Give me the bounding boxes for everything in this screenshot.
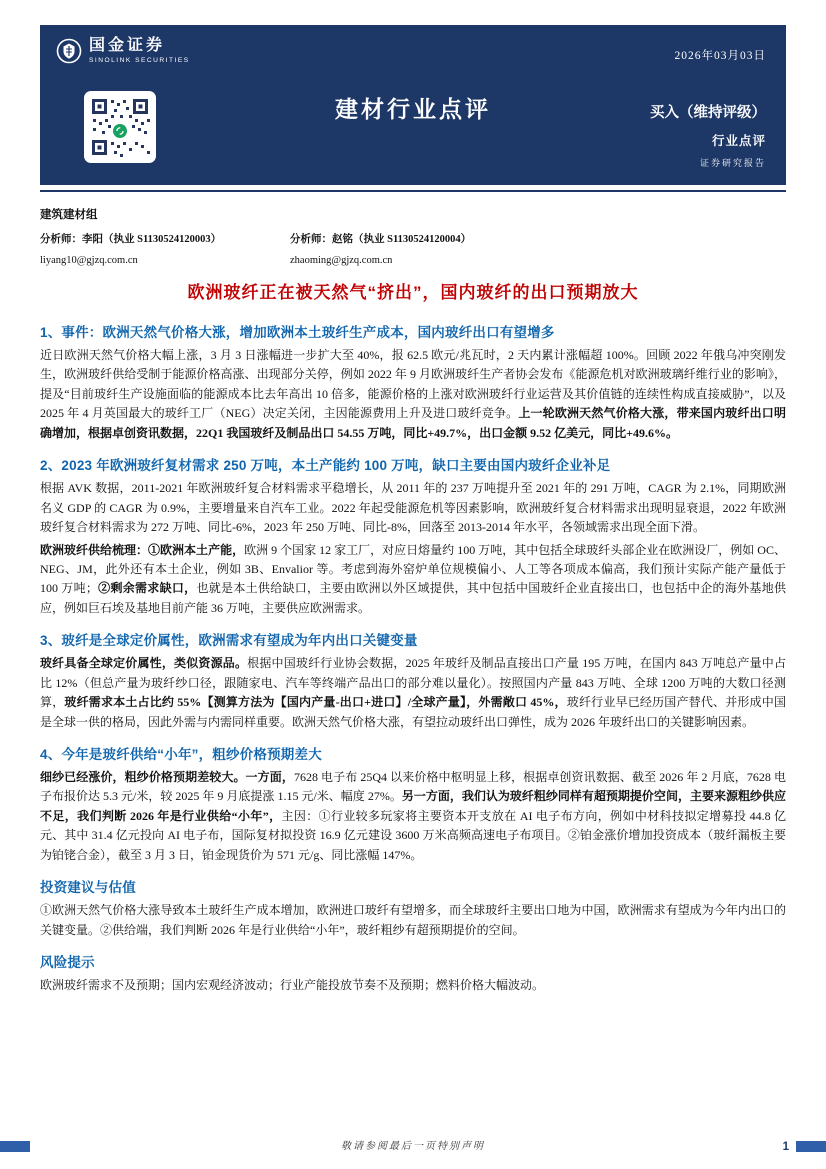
section-heading: 1、事件：欧洲天然气价格大涨，增加欧洲本土玻纤生产成本，国内玻纤出口有望增多: [40, 325, 555, 340]
body-text: 主因：①行业较多玩家将主要资本开支放在 AI 电子布方向，例如中材科技拟定增募投 44.8 亿元、其中 31.4 亿元投向 AI 电子布，国际复材拟投资 16.9 亿元建设 3600 万米高频高速电子布项目。②铂金涨价增加投资成本（玻纤漏板主要为铂铑合金），截至 3 月 3 日，铂金现货价为 571 元/g、同比涨幅 147%。: [40, 808, 786, 862]
body-text: 根据 AVK 数据，2011-2021 年欧洲玻纤复合材料需求平稳增长，从 2011 年的 237 万吨提升至 2021 年的 291 万吨，CAGR 为 2.1%，同期欧洲名义 GDP 的 CAGR 为 0.9%，主要增量来自汽车工业。2022 年起受能源危机等因素影响，欧洲玻纤复合材料需求出现明显衰退，2022 年欧洲玻纤复合材料需求为 272 万吨、同比-6%，2023 年 250 万吨、同比-8%，回落至 2013-2014 年水平，各领域需求出现全面下滑。: [40, 481, 786, 535]
footer-accent-bar-right: [796, 1141, 826, 1152]
report-date: 2026年03月03日: [674, 50, 766, 62]
analyst-2-email: zhaoming@gjzq.com.cn: [290, 255, 393, 266]
brand-text: [89, 37, 190, 65]
emphasis-text: 细纱已经涨价，粗纱价格预期差较大。一方面，: [40, 770, 294, 784]
sinolink-emblem-icon: [56, 38, 82, 64]
emphasis-text: 欧洲玻纤供给梳理：①欧洲本土产能，: [40, 542, 245, 557]
analyst-columns: [40, 231, 786, 266]
analyst-block: [40, 206, 786, 266]
emphasis-text: 玻纤具备全球定价属性，类似资源品。: [40, 656, 248, 671]
footer-disclaimer: 敬请参阅最后一页特别声明: [341, 1141, 485, 1152]
analyst-1: [40, 231, 290, 266]
report-header: [40, 25, 786, 185]
section-heading: 风险提示: [40, 955, 95, 971]
research-group-name: 建筑建材组: [40, 209, 98, 221]
sections: [40, 310, 786, 999]
brand-name-cn: 国金证券: [89, 37, 166, 54]
analyst-2-name: 分析师：赵铭（执业 S1130524120004）: [290, 234, 472, 245]
page-title: 欧洲玻纤正在被天然气“挤出”，国内玻纤的出口预期放大: [187, 283, 639, 302]
page-number: 1: [782, 1141, 789, 1153]
doc-type-label: 证券研究报告: [699, 158, 766, 168]
analyst-2: [290, 231, 471, 266]
report-series-title: 建材行业点评: [335, 96, 491, 122]
section-heading: 2、2023 年欧洲玻纤复材需求 250 万吨，本土产能约 100 万吨，缺口主要由国内玻纤企业补足: [40, 458, 611, 474]
rating-badge: 买入（维持评级）: [650, 105, 766, 121]
body-paragraph: [40, 541, 786, 619]
body-paragraph: [40, 654, 786, 732]
body-text: 欧洲玻纤需求不及预期；国内宏观经济波动；行业产能投放节奏不及预期；燃料价格大幅波动。: [40, 978, 545, 993]
brand-name-en: SINOLINK SECURITIES: [89, 57, 190, 65]
analyst-1-email: liyang10@gjzq.com.cn: [40, 255, 138, 266]
body-paragraph: [40, 901, 786, 940]
report-category: 行业点评: [711, 134, 766, 148]
body-text: 欧洲 9 个国家 12 家工厂，对应日熔量约 100 万吨，其中包括全球玻纤头部企业在欧洲设厂，例如 OC、NEG、JM，此外还有本土企业，例如 3B、Envalior 等。考虑到海外窑炉单位规模偏小、人工等各项成本偏高，我们预计实际产能产量低于 100 万吨；: [40, 542, 786, 596]
body-text: 根据中国玻纤行业协会数据，2025 年玻纤及制品直接出口产量 195 万吨，在国内 843 万吨总产量中占比 12%（但总产量为玻纤纱口径，跟随家电、汽车等终端产品出口的部分难以量化）。按照国内产量 843 万吨、全球 1200 万吨的大数口径测算，: [40, 656, 786, 710]
body-text: 7628 电子布 25Q4 以来价格中枢明显上移，根据卓创资讯数据、截至 2026 年 2 月底，7628 电子布报价达 5.3 元/米，较 2025 年 9 月底提涨 1.15 元/米、幅度 27%。: [40, 770, 786, 804]
body-text: 近日欧洲天然气价格大幅上涨，3 月 3 日涨幅进一步扩大至 40%，报 62.5 欧元/兆瓦时，2 天内累计涨幅超 100%。回顾 2022 年俄乌冲突刚发生，欧洲玻纤供给受制于能源价格高涨、出现部分关停，例如 2022 年 9 月欧洲玻纤生产者协会发布《能源危机对欧洲玻璃纤维行业的影响》，提及“目前玻纤生产设施面临的能源成本比去年高出 10 倍多，能源价格的上涨对欧洲玻纤行业运营及其价值链的连续性构成直接威胁”，以及 2025 年 4 月英国最大的玻纤工厂（NEG）决定关闭，主因能源费用上升及进口玻纤竞争。: [40, 348, 786, 421]
brand-logo: [56, 37, 190, 65]
section-heading: 投资建议与估值: [40, 880, 136, 896]
body-paragraph: [40, 768, 786, 865]
emphasis-text: 玻纤需求本土占比约 55%【测算方法为【国内产量-出口+进口】/全球产量】，外需敞口 45%，: [64, 695, 567, 710]
emphasis-text: ②剩余需求缺口，: [97, 581, 197, 596]
body-paragraph: [40, 976, 786, 995]
emphasis-text: 上一轮欧洲天然气价格大涨，带来国内玻纤出口明确增加，根据卓创资讯数据，22Q1 我国玻纤及制品出口 54.55 万吨，同比+49.7%，出口金额 9.52 亿美元，同比+49.6%。: [40, 406, 786, 440]
body-text: 也就是本土供给缺口，主要由欧洲以外区域提供，其中包括中国玻纤企业直接出口，也包括中企的海外基地供应，例如巨石埃及基地目前产能 36 万吨，主要供应欧洲需求。: [40, 581, 786, 615]
body-text: ①欧洲天然气价格大涨导致本土玻纤生产成本增加，欧洲进口玻纤有望增多，而全球玻纤主要出口地为中国，欧洲需求有望成为今年内出口的关键变量。②供给端，我们判断 2026 年是行业供给“小年”，玻纤粗纱有超预期提价的空间。: [40, 903, 786, 937]
body-paragraph: [40, 346, 786, 443]
analyst-1-name: 分析师：李阳（执业 S1130524120003）: [40, 234, 222, 245]
body-paragraph: [40, 479, 786, 537]
emphasis-text: 另一方面，我们认为玻纤粗纱同样有超预期提价空间，主要来源粗纱供应不足，我们判断 2026 年是行业供给“小年”，: [40, 789, 786, 823]
header-divider: [40, 190, 786, 192]
body-text: 玻纤行业早已经历国产替代、并形成中国是全球一供的格局，因此外需与内需同样重要。欧洲天然气价格大涨，有望拉动玻纤出口弹性，成为 2026 年玻纤出口的关键影响因素。: [40, 695, 786, 729]
section-heading: 4、今年是玻纤供给“小年”，粗纱价格预期差大: [40, 747, 322, 762]
section-heading: 3、玻纤是全球定价属性，欧洲需求有望成为年内出口关键变量: [40, 633, 418, 649]
